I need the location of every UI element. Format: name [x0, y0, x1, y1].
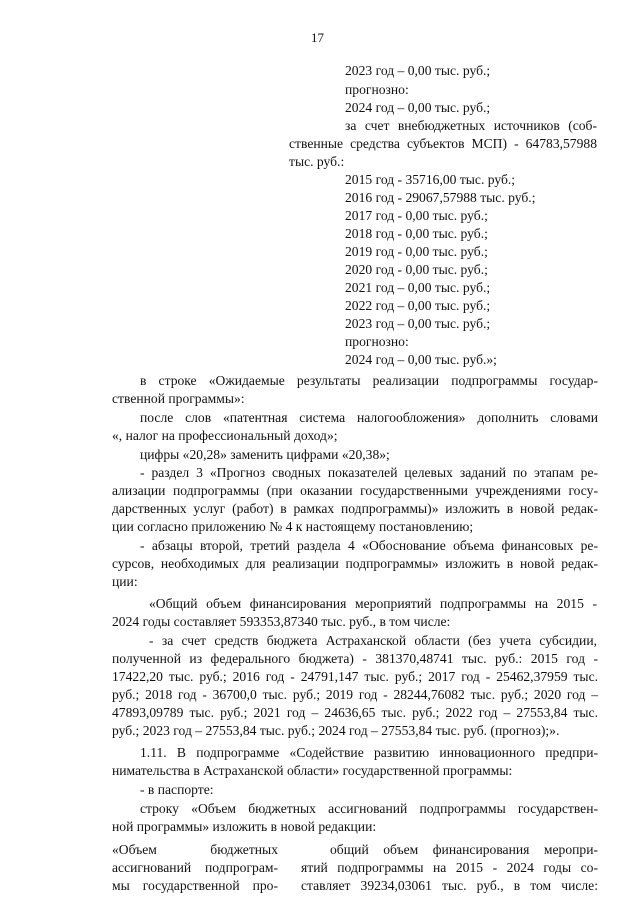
financing-line: 2024 год – 0,00 тыс. руб.»; [345, 352, 497, 367]
body-line: после слов «патентная система налогообложения» дополнить словами [140, 410, 598, 425]
financing-line: 2023 год – 0,00 тыс. руб.; [345, 316, 491, 331]
passport-value-line: ставляет 39234,03061 тыс. руб., в том числе: [301, 878, 598, 893]
quote-line: 17422,20 тыс. руб.; 2016 год - 24791,147 тыс. руб.; 2017 год - 25462,37959 тыс. [112, 669, 598, 684]
body-line: ственной программы»: [112, 391, 245, 406]
body-line: «, налог на профессиональный доход»; [112, 428, 338, 443]
body-line: - в паспорте: [140, 782, 214, 797]
financing-line: ственные средства субъектов МСП) - 64783,57988 [289, 136, 597, 151]
quote-line: 2024 годы составляет 593353,87340 тыс. руб., в том числе: [112, 614, 451, 629]
financing-line: тыс. руб.: [289, 154, 345, 169]
financing-line: 2015 год - 35716,00 тыс. руб.; [345, 172, 516, 187]
financing-line: 2022 год – 0,00 тыс. руб.; [345, 298, 491, 313]
body-line: ной программы» изложить в новой редакции: [112, 819, 377, 834]
financing-line: 2016 год - 29067,57988 тыс. руб.; [345, 190, 536, 205]
quote-line: «Общий объем финансирования мероприятий подпрограммы на 2015 - [149, 596, 597, 611]
quote-line: 47893,09789 тыс. руб.; 2021 год – 24636,65 тыс. руб.; 2022 год – 27553,84 тыс. [112, 705, 598, 720]
body-line: ции: [112, 574, 138, 589]
passport-label-line: ассигнований подпрограм- [112, 860, 278, 875]
financing-line: 2020 год - 0,00 тыс. руб.; [345, 262, 488, 277]
financing-line: 2024 год – 0,00 тыс. руб.; [345, 100, 491, 115]
financing-line: за счет внебюджетных источников (соб- [345, 118, 597, 133]
body-line: ции согласно приложению № 4 к настоящему постановлению; [112, 519, 474, 534]
body-line: строку «Объем бюджетных ассигнований подпрограммы государствен- [140, 801, 598, 816]
financing-line: прогнозно: [345, 82, 409, 97]
body-line: цифры «20,28» заменить цифрами «20,38»; [140, 447, 390, 462]
section-heading-line: 1.11. В подпрограмме «Содействие развитию инновационного предпри- [140, 745, 598, 760]
quote-line: - за счет средств бюджета Астраханской области (без учета субсидии, [149, 633, 597, 648]
financing-line: 2019 год - 0,00 тыс. руб.; [345, 244, 488, 259]
body-line: ализации подпрограммы (при оказании государственными учреждениями госу- [112, 483, 598, 498]
passport-value-line: ятий подпрограммы на 2015 - 2024 годы со- [301, 860, 598, 875]
financing-line: 2017 год - 0,00 тыс. руб.; [345, 208, 488, 223]
financing-line: 2023 год – 0,00 тыс. руб.; [345, 63, 491, 78]
passport-label-line: «Объем бюджетных [112, 842, 278, 857]
financing-line: 2021 год – 0,00 тыс. руб.; [345, 280, 491, 295]
passport-label-line: мы государственной про- [112, 878, 278, 893]
passport-value-line: общий объем финансирования меропри- [330, 842, 598, 857]
body-line: в строке «Ожидаемые результаты реализации подпрограммы государ- [140, 373, 598, 388]
financing-line: прогнозно: [345, 334, 409, 349]
body-line: - абзацы второй, третий раздела 4 «Обоснование объема финансовых ре- [140, 538, 598, 553]
body-line: нимательства в Астраханской области» государственной программы: [112, 763, 513, 778]
quote-line: руб.; 2023 год – 27553,84 тыс. руб.; 2024 год – 27553,84 тыс. руб. (прогноз);». [112, 723, 560, 738]
page-number: 17 [311, 30, 324, 45]
body-line: - раздел 3 «Прогноз сводных показателей целевых заданий по этапам ре- [140, 465, 598, 480]
body-line: сурсов, необходимых для реализации подпрограммы» изложить в новой редак- [112, 556, 598, 571]
quote-line: полученной из федерального бюджета) - 381370,48741 тыс. руб.: 2015 год - [112, 651, 598, 666]
financing-line: 2018 год - 0,00 тыс. руб.; [345, 226, 488, 241]
body-line: дарственных услуг (работ) в рамках подпрограммы)» изложить в новой редак- [112, 501, 598, 516]
quote-line: руб.; 2018 год - 36700,0 тыс. руб.; 2019 год - 28244,76082 тыс. руб.; 2020 год – [112, 687, 598, 702]
